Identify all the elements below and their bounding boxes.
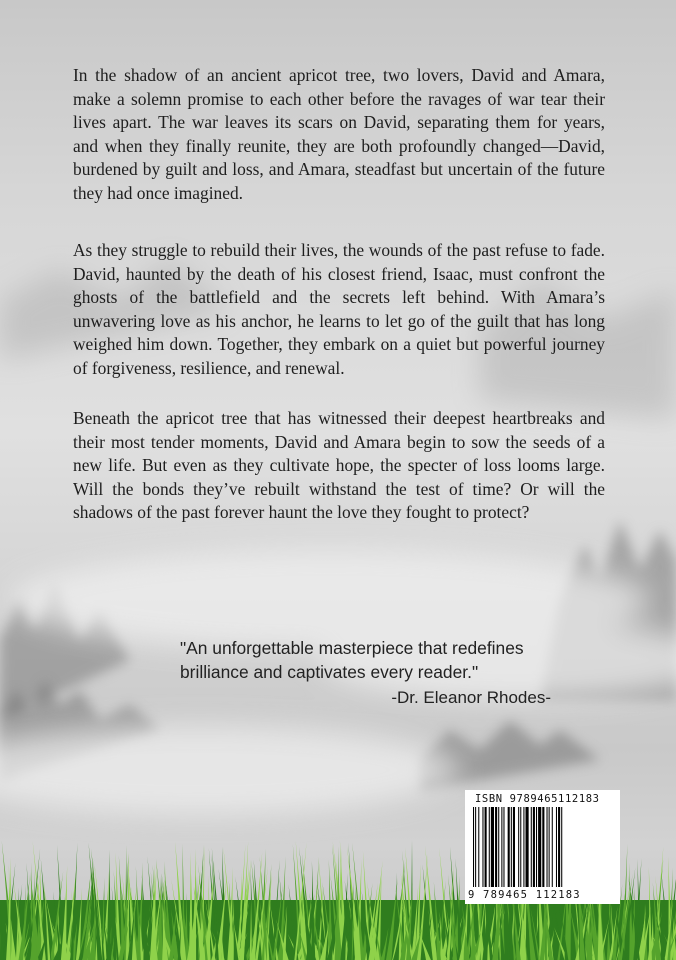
isbn-label: ISBN 9789465112183 [475, 793, 600, 805]
quote-attribution: -Dr. Eleanor Rhodes- [391, 688, 551, 707]
synopsis-paragraph-2: As they struggle to rebuild their lives, the wounds of the past refuse to fade. David, haunted by the death of his closest friend, Isaac, must confront the ghosts of the battlefield and the secrets left behind. With Amara’s unwavering love as his anchor, he learns to let go of the guilt that has long weighed him down. Together, they embark on a quiet but powerful journey of forgiveness, resilience, and renewal. [73, 240, 605, 378]
barcode-bars [473, 807, 615, 887]
barcode-digits: 9 789465 112183 [468, 889, 581, 901]
review-quote: "An unforgettable masterpiece that redefines brilliance and captivates every reader." [180, 638, 524, 682]
synopsis-paragraph-3: Beneath the apricot tree that has witnessed their deepest heartbreaks and their most tender moments, David and Amara begin to sow the seeds of a new life. But even as they cultivate hope, the specter of loss looms large. Will the bonds they’ve rebuilt withstand the test of time? Or will the shadows of the past forever haunt the love they fought to protect? [73, 408, 605, 523]
isbn-barcode [465, 790, 620, 904]
synopsis-paragraph-1: In the shadow of an ancient apricot tree, two lovers, David and Amara, make a solemn promise to each other before the ravages of war tear their lives apart. The war leaves its scars on David, separating them for years, and when they finally reunite, they are both profoundly changed—David, burdened by guilt and loss, and Amara, steadfast but uncertain of the future they had once imagined. [73, 65, 605, 203]
